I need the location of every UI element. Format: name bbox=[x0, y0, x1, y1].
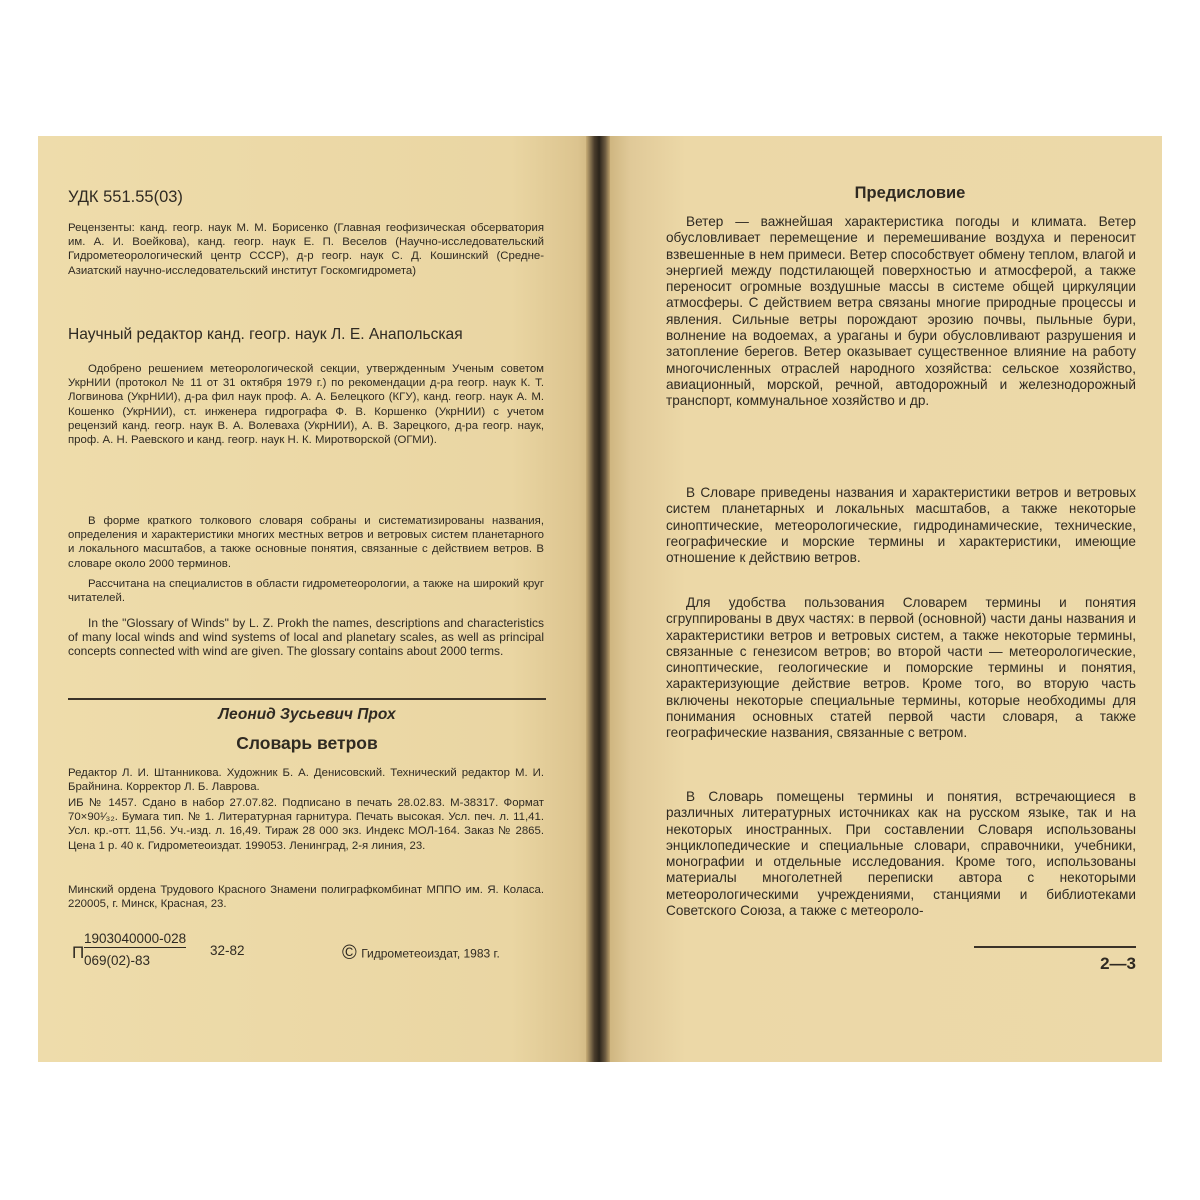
author-name: Леонид Зусьевич Прох bbox=[218, 706, 396, 723]
scientific-editor-line: Научный редактор канд. геогр. наук Л. Е. Анапольская bbox=[68, 326, 463, 343]
copyright-line bbox=[342, 942, 552, 965]
copyright-icon: © bbox=[342, 942, 357, 964]
book-spread bbox=[38, 136, 1162, 1062]
imprint-text: ИБ № 1457. Сдано в набор 27.07.82. Подписано в печать 28.02.83. М-38317. Формат 70×90¹⁄₃₂. Бумага тип. № 1. Литературная гарнитура. Печать высокая. Усл. печ. л. 11,41. Усл. кр.-отт. 11,56. Уч.-изд. л. 16,49. Тираж 28 000 экз. Индекс МОЛ-164. Заказ № 2865. Цена 1 р. 40 к. Гидрометеоиздат. 199053. Ленинград, 2-я линия, 23. bbox=[68, 797, 544, 852]
code-denominator: 069(02)-83 bbox=[84, 953, 151, 968]
preface-paragraph-4: В Словарь помещены термины и понятия, встречающиеся в различных литературных источниках как на русском языке, так и на некоторых иностранных. При составлении Словаря использованы энциклопедические и специальные словари, справочники, учебники, монографии и отдельные исследования. Кроме того, использованы материалы многолетней переписки автора с некоторыми метеорологическими учреждениями, станциями и библиотеками Советского Союза, а также с метеороло- bbox=[666, 789, 1136, 919]
code-numerator: 1903040000-028 bbox=[84, 931, 187, 946]
approval-text: Одобрено решением метеорологической секции, утвержденным Ученым советом УкрНИИ (протокол № 11 от 31 октября 1979 г.) по рекомендации д-ра геогр. наук К. Т. Логвинова (УкрНИИ), д-ра фил наук проф. А. А. Белецкого (КГУ), канд. геогр. наук А. М. Кошенко (УкрНИИ), ст. инженера гидрографа Ф. В. Коршенко (УкрНИИ) с учетом рецензий канд. геогр. наук В. А. Волевaха (УкрНИИ), А. В. Зарецкого, д-ра геогр. наук, проф. А. Н. Раевского и канд. геогр. наук Н. К. Миротворской (ОГМИ). bbox=[68, 363, 544, 447]
annotation-russian: В форме краткого толкового словаря собраны и систематизированы названия, определения и характеристики многих местных ветров и ветровых систем планетарного и локального масштабов, а также основные понятия, связанные с действием ветров. В словаре около 2000 терминов. bbox=[68, 515, 544, 570]
book-gutter bbox=[586, 136, 610, 1062]
publication-code bbox=[72, 931, 272, 975]
udk-code: УДК 551.55(03) bbox=[68, 188, 183, 206]
annotation-audience: Рассчитана на специалистов в области гидрометеорологии, а также на широкий круг читателей. bbox=[68, 578, 544, 605]
preface-paragraph-1: Ветер — важнейшая характеристика погоды и климата. Ветер обусловливает перемещение и перемешивание воздуха и переносит взвешенные в нем примеси. Ветер способствует обмену теплом, влагой и энергией между подстилающей поверхностью и атмосферой, а также переносит огромные воздушные массы в системе общей циркуляции атмосферы. С действием ветра связаны многие природные процессы и явления. Сильные ветры порождают эрозию почвы, пыльные бури, волнение на водоемах, а ураганы и бури обусловливают разрушения и затопление берегов. Ветер оказывает существенное влияние на работу многочисленных отраслей народного хозяйства: сельское хозяйство, авиационный, морской, речной, автодорожный и железнодорожный транспорт, коммунальное хозяйство и др. bbox=[666, 214, 1136, 409]
code-suffix: 32-82 bbox=[210, 943, 245, 958]
preface-paragraph-2: В Словаре приведены названия и характеристики ветров и ветровых систем планетарных и локальных масштабов, а также некоторые синоптические, метеорологические, гидродинамические, технические, географические и морские термины и характеристики, имеющие отношение к действию ветров. bbox=[666, 485, 1136, 566]
preface-heading: Предисловие bbox=[854, 184, 966, 202]
preface-paragraph-3: Для удобства пользования Словарем термины и понятия сгруппированы в двух частях: в первой (основной) части даны названия и характеристики ветров и ветровых систем, а также некоторые термины, связанные с генезисом ветров; во второй части — метеорологические, синоптические, геологические и поморские термины и понятия, характеризующие действие ветров. Кроме того, во вторую часть включены некоторые специальные термины, которые необходимы для понимания основных статей первой части словаря, а также географические названия, связанные с ветром. bbox=[666, 595, 1136, 741]
reviewers-text: Рецензенты: канд. геогр. наук М. М. Борисенко (Главная геофизическая обсерватория им. А. И. Воейкова), канд. геогр. наук Е. П. Веселов (Научно-исследовательский Гидрометеорологический центр СССР), д-р геогр. наук С. Д. Кошинский (Средне-Азиатский научно-исследовательский институт Госкомгидромета) bbox=[68, 222, 544, 277]
copyright-text: Гидрометеоиздат, 1983 г. bbox=[361, 946, 500, 961]
annotation-english: In the "Glossary of Winds" by L. Z. Prokh the names, descriptions and characteristics of many local winds and wind systems of local and planetary scales, as well as principal concepts connected with wind are given. The glossary contains about 2000 terms. bbox=[68, 616, 544, 659]
printer-text: Минский ордена Трудового Красного Знамени полиграфкомбинат МППО им. Я. Коласа. 220005, г. Минск, Красная, 23. bbox=[68, 884, 544, 911]
code-prefix: П bbox=[72, 943, 85, 962]
footer-divider bbox=[974, 946, 1136, 948]
imprint-divider bbox=[68, 698, 546, 700]
page-numbers: 2—3 bbox=[1100, 954, 1136, 973]
credits-text: Редактор Л. И. Штанникова. Художник Б. А. Денисовский. Технический редактор М. И. Брайнина. Корректор Л. Б. Лаврова. bbox=[68, 767, 544, 794]
book-title: Словарь ветров bbox=[236, 733, 378, 753]
